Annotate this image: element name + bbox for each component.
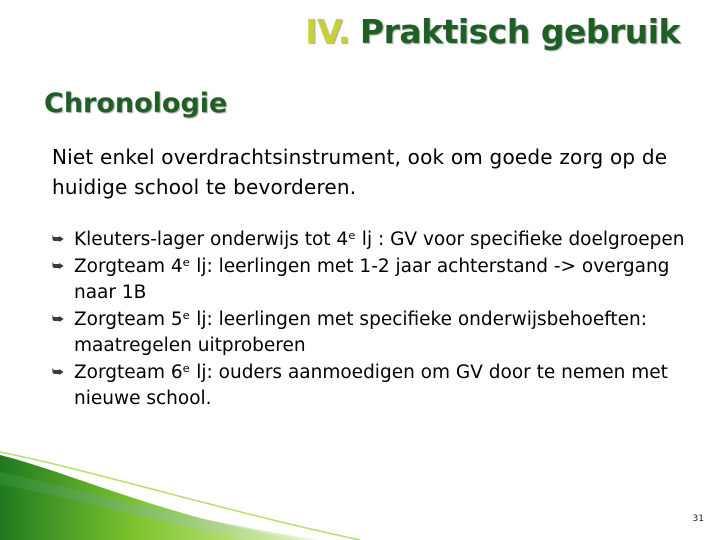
bullet-text: Zorgteam 6ᵉ lj: ouders aanmoedigen om GV door te nemen met nieuwe school. xyxy=(74,361,668,409)
title-number: IV. xyxy=(305,12,350,51)
page-number: 31 xyxy=(692,514,704,524)
slide-title xyxy=(305,12,680,51)
swoosh-band-main xyxy=(0,455,300,540)
arrow-bullet-icon: ⮩ xyxy=(52,258,65,274)
list-item xyxy=(52,227,702,254)
section-heading: Chronologie xyxy=(44,88,228,119)
arrow-bullet-icon: ⮩ xyxy=(52,364,65,380)
bullet-text: Zorgteam 4ᵉ lj: leerlingen met 1-2 jaar achterstand -> overgang naar 1B xyxy=(74,255,670,303)
bullet-text: Zorgteam 5ᵉ lj: leerlingen met specifieke onderwijsbehoeften: maatregelen uitproberen xyxy=(74,308,648,356)
bullet-text: Kleuters-lager onderwijs tot 4ᵉ lj : GV voor specifieke doelgroepen xyxy=(74,229,685,250)
list-item xyxy=(52,307,702,360)
list-item xyxy=(52,254,702,307)
arrow-bullet-icon: ⮩ xyxy=(52,232,65,247)
intro-paragraph: Niet enkel overdrachtsinstrument, ook om goede zorg op de huidige school te bevorderen. xyxy=(52,145,668,199)
list-item xyxy=(52,360,702,413)
arrow-bullet-icon: ⮩ xyxy=(52,311,65,327)
bullet-list xyxy=(52,227,702,413)
title-text: Praktisch gebruik xyxy=(359,12,680,51)
